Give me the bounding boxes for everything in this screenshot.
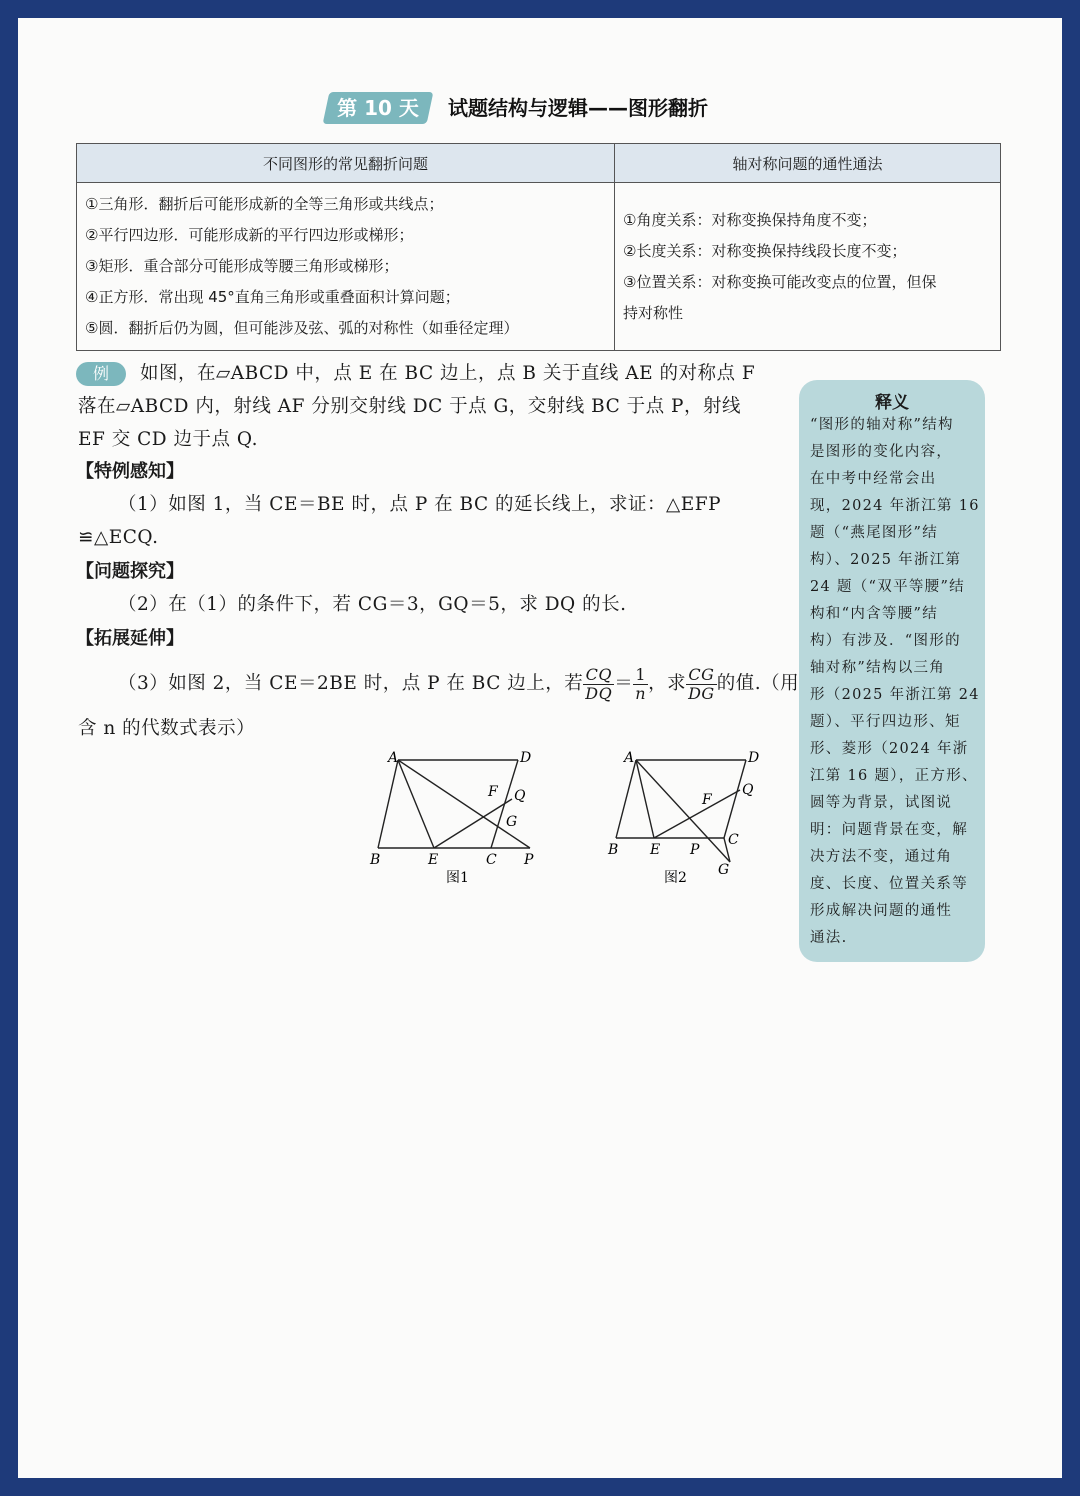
question-1-line-1: （1）如图 1，当 CE＝BE 时，点 P 在 BC 的延长线上，求证：△EFP (118, 494, 722, 515)
label-c: C (486, 852, 497, 868)
summary-table (76, 143, 1001, 351)
label-e: E (428, 852, 439, 868)
sidebar-line: 构）、2025 年浙江第 (810, 552, 962, 568)
fraction-numerator: CQ (583, 666, 614, 685)
section-explore: 【问题探究】 (76, 561, 184, 582)
right-item: 持对称性 (623, 303, 684, 322)
label-a: A (388, 750, 399, 766)
figure-2 (598, 748, 798, 888)
segment-eq (654, 790, 740, 838)
fraction-numerator: 1 (633, 666, 648, 685)
sidebar-line: 形成解决问题的通性 (810, 903, 953, 919)
segment-ae (398, 760, 434, 848)
left-item: ①三角形．翻折后可能形成新的全等三角形或共线点； (85, 195, 444, 213)
section-special: 【特例感知】 (76, 461, 184, 482)
q3-text-c: 的值.（用 (716, 673, 800, 695)
segment-dc (724, 760, 746, 838)
label-a: A (624, 750, 635, 766)
q3-equals: ＝ (614, 673, 634, 695)
label-q: Q (742, 782, 754, 798)
figure-2-caption: 图2 (664, 870, 687, 886)
table-header-right: 轴对称问题的通性通法 (615, 144, 1001, 183)
sidebar-line: 形、菱形（2024 年浙 (810, 741, 969, 757)
question-1-line-2: ≌△ECQ. (78, 527, 159, 548)
label-g: G (718, 862, 730, 878)
sidebar-line: 24 题（“双平等腰”结 (810, 579, 965, 595)
sidebar-line: 题（“燕尾图形”结 (810, 525, 939, 541)
example-line-3: EF 交 CD 边于点 Q. (78, 429, 258, 450)
sidebar-line: 通法. (810, 930, 848, 946)
right-item: ③位置关系：对称变换可能改变点的位置，但保 (623, 272, 937, 291)
sidebar-title: 释义 (875, 393, 909, 413)
sidebar-text (810, 412, 980, 952)
label-d: D (520, 750, 532, 766)
label-b: B (370, 852, 381, 868)
sidebar-line: 构和“内含等腰”结 (810, 606, 939, 622)
label-p: P (690, 842, 700, 858)
table-cell-right (615, 183, 1001, 351)
figure-1 (358, 748, 568, 888)
sidebar-line: 江第 16 题），正方形、 (810, 768, 978, 784)
sidebar-line: 现，2024 年浙江第 16 (810, 498, 980, 514)
question-3-line-1 (118, 662, 799, 706)
segment-ab (378, 760, 398, 848)
sidebar-line: 形（2025 年浙江第 24 (810, 687, 980, 703)
left-item: ②平行四边形．可能形成新的平行四边形或梯形； (85, 226, 414, 244)
sidebar-line: 在中考中经常会出 (810, 471, 937, 487)
example-line-2: 落在▱ABCD 内，射线 AF 分别交射线 DC 于点 G，交射线 BC 于点 P，射线 (78, 396, 741, 417)
segment-ap (398, 760, 530, 848)
page-title: 试题结构与逻辑——图形翻折 (448, 96, 708, 120)
sidebar-line: 明：问题背景在变，解 (810, 822, 968, 838)
right-item: ①角度关系：对称变换保持角度不变； (623, 210, 877, 229)
left-item: ③矩形．重合部分可能形成等腰三角形或梯形； (85, 257, 399, 275)
segment-ab (616, 760, 636, 838)
figure-1-caption: 图1 (446, 870, 469, 886)
q3-text-b: ，求 (648, 673, 687, 695)
fraction-denominator: DQ (585, 683, 613, 703)
page (18, 18, 1062, 1478)
fraction-denominator: n (635, 683, 647, 703)
section-extend: 【拓展延伸】 (76, 628, 184, 649)
q3-text-a: （3）如图 2，当 CE＝2BE 时，点 P 在 BC 边上，若 (118, 673, 584, 695)
segment-ae (636, 760, 654, 838)
fraction-denominator: DG (688, 683, 715, 703)
day-badge-label: 第 10 天 (337, 96, 419, 120)
label-p: P (524, 852, 534, 868)
fraction-numerator: CG (686, 666, 717, 685)
fraction-1-n (633, 666, 648, 703)
label-f: F (488, 784, 498, 800)
fraction-cq-dq (583, 666, 614, 703)
left-item: ④正方形．常出现 45°直角三角形或重叠面积计算问题； (85, 288, 460, 306)
sidebar-line: 决方法不变，通过角 (810, 849, 953, 865)
example-tag: 例 (76, 362, 126, 386)
fraction-cg-dg (686, 666, 717, 703)
table-cell-left (77, 183, 615, 351)
question-3-line-2: 含 n 的代数式表示） (78, 718, 256, 739)
segment-eq (434, 799, 512, 848)
sidebar-line: 构）有涉及．“图形的 (810, 633, 961, 649)
label-g: G (506, 814, 518, 830)
left-item: ⑤圆．翻折后仍为圆，但可能涉及弦、弧的对称性（如垂径定理） (85, 319, 519, 337)
sidebar-line: 圆等为背景，试图说 (810, 795, 953, 811)
sidebar-line: “图形的轴对称”结构 (810, 417, 954, 433)
label-b: B (608, 842, 619, 858)
label-d: D (748, 750, 760, 766)
label-c: C (728, 832, 739, 848)
question-2: （2）在（1）的条件下，若 CG＝3，GQ＝5，求 DQ 的长. (118, 594, 627, 615)
right-item: ②长度关系：对称变换保持线段长度不变； (623, 241, 907, 260)
sidebar-line: 度、长度、位置关系等 (810, 876, 968, 892)
label-q: Q (514, 788, 526, 804)
label-f: F (702, 792, 712, 808)
example-line-1: 如图，在▱ABCD 中，点 E 在 BC 边上，点 B 关于直线 AE 的对称点 F (140, 363, 756, 384)
table-header-left: 不同图形的常见翻折问题 (77, 144, 615, 183)
sidebar-line: 轴对称”结构以三角 (810, 660, 946, 676)
sidebar-line: 是图形的变化内容， (810, 444, 953, 460)
sidebar-line: 题）、平行四边形、矩 (810, 714, 961, 730)
label-e: E (650, 842, 661, 858)
